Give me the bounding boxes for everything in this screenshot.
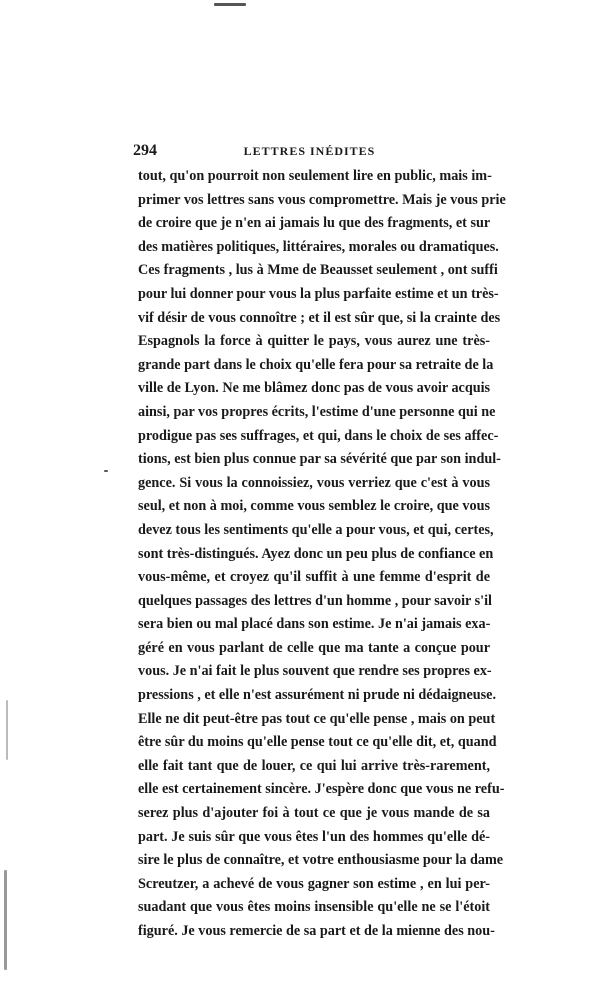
- text-line: seul, et non à moi, comme vous semblez le croire, que vous: [138, 498, 490, 515]
- text-line: figuré. Je vous remercie de sa part et de la mienne des nou-: [138, 923, 495, 939]
- text-line: elle est certainement sincère. J'espère donc que vous ne refu-: [138, 781, 505, 798]
- text-line: vous-même, et croyez qu'il suffit à une femme d'esprit de: [138, 569, 490, 586]
- text-line: part. Je suis sûr que vous êtes l'un des hommes qu'elle dé-: [138, 828, 490, 845]
- text-line: vif désir de vous connoître ; et il est sûr que, si la crainte des: [138, 309, 501, 326]
- text-line: sera bien ou mal placé dans son estime. Je n'ai jamais exa-: [138, 616, 491, 633]
- text-line: pour lui donner pour vous la plus parfaite estime et un très-: [138, 285, 499, 302]
- text-line: Screutzer, a achevé de vous gagner son estime , en lui per-: [138, 875, 490, 892]
- text-line: elle fait tant que de louer, ce qui lui arrive très-rarement,: [138, 757, 490, 774]
- scan-speck: [214, 3, 246, 6]
- text-line: géré en vous parlant de celle que ma tante a conçue pour: [138, 639, 490, 656]
- running-title: LETTRES INÉDITES: [243, 144, 376, 158]
- text-line: ville de Lyon. Ne me blâmez donc pas de vous avoir acquis: [138, 380, 491, 397]
- text-line: primer vos lettres sans vous compromettre. Mais je vous prie: [138, 191, 506, 208]
- page-number: 294: [133, 142, 157, 159]
- text-line: serez plus d'ajouter foi à tout ce que je vous mande de sa: [138, 805, 490, 822]
- text-line: sont très-distingués. Ayez donc un peu plus de confiance en: [138, 545, 494, 562]
- text-line: être sûr du moins qu'elle pense tout ce qu'elle dit, et, quand: [138, 734, 497, 751]
- text-line: de croire que je n'en ai jamais lu que des fragments, et sur: [138, 215, 491, 232]
- text-line: Espagnols la force à quitter le pays, vous aurez une très-: [138, 333, 490, 350]
- text-line: vous. Je n'ai fait le plus souvent que rendre ses propres ex-: [138, 663, 492, 680]
- scan-speck: [6, 700, 8, 760]
- text-line: ainsi, par vos propres écrits, l'estime d'une personne qui ne: [138, 403, 496, 420]
- text-line: grande part dans le choix qu'elle fera pour sa retraite de la: [138, 356, 494, 373]
- text-line: gence. Si vous la connoissiez, vous verriez que c'est à vous: [138, 474, 490, 491]
- text-line: Ces fragments , lus à Mme de Beausset seulement , ont suffi: [138, 262, 498, 279]
- text-line: sire le plus de connaître, et votre enthousiasme pour la dame: [138, 852, 504, 869]
- scan-speck: [4, 870, 7, 970]
- text-line: pressions , et elle n'est assurément ni prude ni dédaigneuse.: [138, 687, 496, 704]
- scan-speck: [104, 470, 108, 472]
- page-header: [133, 142, 486, 162]
- text-line: prodigue pas ses suffrages, et qui, dans le choix de ses affec-: [138, 427, 499, 444]
- text-line: Elle ne dit peut-être pas tout ce qu'elle pense , mais on peut: [138, 710, 496, 727]
- text-line: suadant que vous êtes moins insensible qu'elle ne se l'étoit: [138, 899, 490, 916]
- text-line: tout, qu'on pourroit non seulement lire en public, mais im-: [138, 168, 492, 184]
- text-line: quelques passages des lettres d'un homme , pour savoir s'il: [138, 592, 492, 609]
- text-line: des matières politiques, littéraires, morales ou dramatiques.: [138, 238, 499, 255]
- text-line: devez tous les sentiments qu'elle a pour vous, et qui, certes,: [138, 521, 494, 538]
- body-text: [138, 165, 506, 944]
- text-line: tions, est bien plus connue par sa sévérité que par son indul-: [138, 451, 501, 468]
